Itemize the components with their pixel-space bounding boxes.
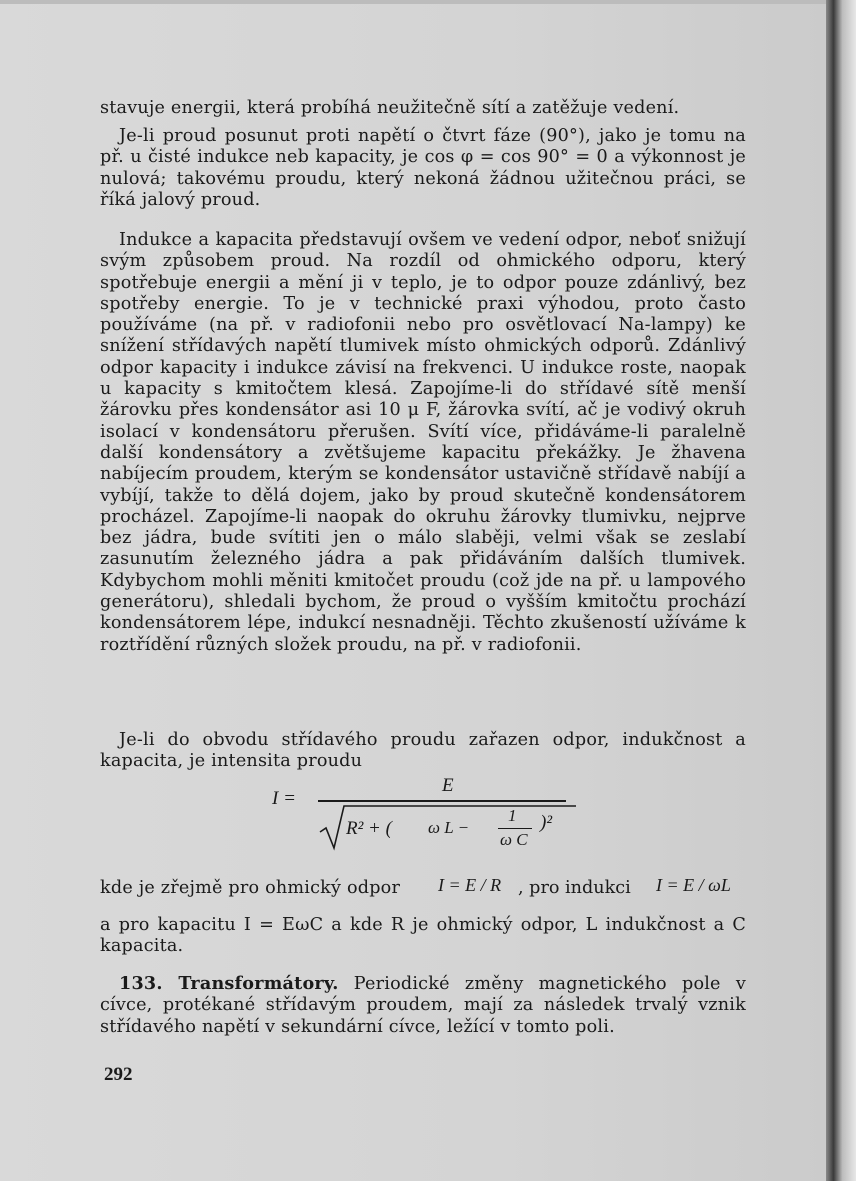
text-p4: Je-li do obvodu střídavého proudu zařazen odpor, indukčnost a kapacita, je intensita proudu	[100, 730, 746, 772]
top-border	[0, 0, 826, 4]
page-edge-shadow	[826, 0, 856, 1181]
formula-omega-c: ω C	[500, 830, 528, 849]
text-p1: stavuje energii, která probíhá neužitečně sítí a zatěžuje vedení.	[100, 98, 680, 118]
paragraph-jalovy	[100, 126, 746, 211]
text-p3: Indukce a kapacita představují ovšem ve vedení odpor, neboť snižují svým způsobem proud. Na rozdíl od ohmického odporu, který spotřebuje energii a mění ji v teplo, je to odpor pouze zdánlivý, bez spotřeby energie. To je v technické praxi výhodou, proto často používáme (na př. v radiofonii nebo pro osvětlovací Na-lampy) ke snížení střídavých napětí tlumivek místo ohmických odporů. Zdánlivý odpor kapacity i indukce závisí na frekvenci. U indukce roste, naopak u kapacity s kmitočtem klesá. Zapojíme-li do střídavé sítě menší žárovku přes kondensátor asi 10 μ F, žárovka svítí, ač je vodivý okruh isolací v kondensátoru přerušen. Svítí více, přidáváme-li paralelně další kondensátory a zvětšujeme kapacitu překážky. Je žhavena nabíjecím proudem, kterým se kondensátor ustavičně střídavě nabíjí a vybíjí, takže to dělá dojem, jako by proud skutečně kondensátorem procházel. Zapojíme-li naopak do okruhu žárovky tlumivku, nejprve bez jádra, bude svítiti jen o málo slaběji, velmi však se zeslabí zasunutím železného jádra a pak přidáváním dalších tlumivek. Kdybychom mohli měniti kmitočet proudu (což jde na př. u lampového generátoru), shledali bychom, že proud o vyšším kmitočtu prochází kondensátorem lépe, indukcí nesnadněji. Těchto zkušeností užíváme k roztřídění různých složek proudu, na př. v radiofonii.	[100, 230, 746, 655]
text-p6: a pro kapacitu I = EωC a kde R je ohmický odpor, L indukčnost a C kapacita.	[100, 915, 746, 957]
formula-one: 1	[508, 806, 517, 825]
formula-close: )²	[540, 812, 553, 833]
formula-omega-l: ω L −	[428, 818, 470, 837]
section-body: Periodické změny magnetického pole v cívce, protékané střídavým proudem, mají za následek trvalý vznik střídavého napětí v sekundární cívce, ležící v tomto poli.	[100, 974, 746, 1037]
page-number: 292	[104, 1064, 133, 1085]
paragraph-indukce	[100, 230, 746, 656]
section-heading: 133. Transformátory.	[119, 973, 339, 994]
paragraph-kapacita	[100, 915, 746, 958]
inner-fraction-bar	[498, 828, 532, 829]
paragraph-continuation	[100, 98, 746, 119]
formula-lhs: I =	[272, 788, 296, 809]
section-transformatory	[100, 973, 746, 1038]
text-p5b: , pro indukci	[518, 878, 631, 898]
text-p2: Je-li proud posunut proti napětí o čtvrt fáze (90°), jako je tomu na př. u čisté indukce neb kapacity, je cos φ = cos 90° = 0 a výkonnost je nulová; takovému proudu, který nekoná žádnou užitečnou práci, se říká jalový proud.	[100, 126, 746, 210]
text-p5a: kde je zřejmě pro ohmický odpor	[100, 878, 401, 898]
inline-ohm-formula: I = E / R	[438, 875, 502, 895]
paragraph-obvod	[100, 730, 746, 773]
formula-numerator: E	[442, 775, 454, 796]
formula-r2: R² + (	[346, 818, 392, 839]
inline-ind-formula: I = E / ωL	[656, 875, 731, 895]
text-p7	[100, 973, 746, 1038]
